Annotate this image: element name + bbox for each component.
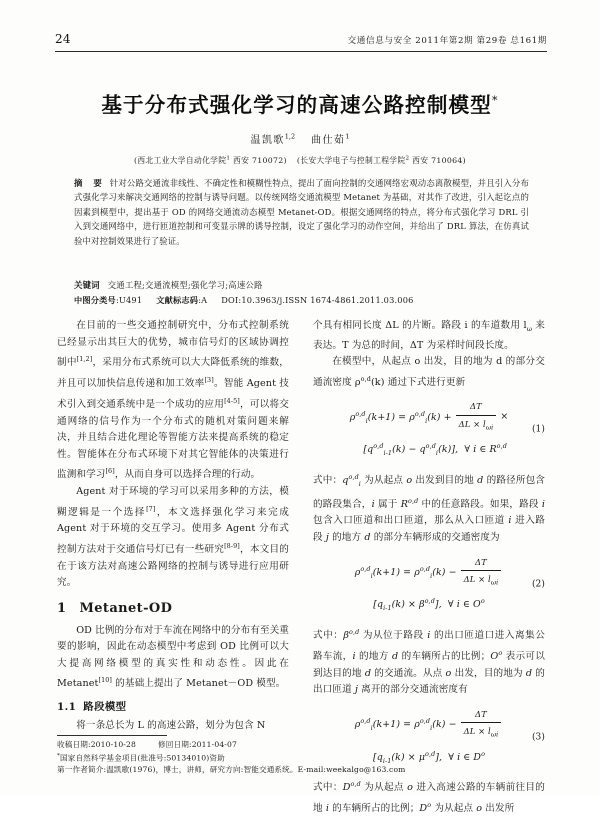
right-p2-a: 在模型中，从起点 o 出发，目的地为 d 的部分交通流密度 ρ bbox=[313, 356, 545, 388]
section-1-title: Metanet-OD bbox=[79, 601, 173, 617]
subsection-1-1-number: 1.1 bbox=[57, 701, 77, 714]
footnote-block bbox=[57, 739, 549, 775]
right-p1-a: 个具有相同长度 ΔL 的片断。路段 i 的车道数用 l bbox=[313, 320, 527, 331]
keywords-label: 关键词 bbox=[74, 280, 100, 290]
left-paragraph-4: 将一条总长为 L 的高速公路，划分为包含 N bbox=[76, 719, 266, 731]
left-paragraph-3 bbox=[57, 623, 289, 694]
left-p1-b: ，采用分布式系统可以大大降低系统的维数，并且可以加快信息传递和加工效率 bbox=[57, 357, 290, 390]
right-paragraph-1 bbox=[313, 318, 545, 354]
page-number: 24 bbox=[55, 32, 71, 46]
footnote-revised-value: 2011-04-07 bbox=[191, 740, 237, 749]
clc-segment: 中图分类号:U491 bbox=[74, 295, 143, 305]
abstract-block bbox=[74, 176, 529, 248]
footnote-received-value: 2010-10-28 bbox=[90, 740, 136, 749]
left-p1-d: ，可以将交通网络的信号作为一个分布式的随机对策问题来解决，并且结合进化理论等智能方法来提高系统的稳定性。智能体在分布式环境下对其它智能体的决策进行监测和学习 bbox=[57, 398, 289, 481]
footnote-funding-marker: * bbox=[57, 752, 60, 759]
affiliation-2-mark: 2 bbox=[405, 155, 410, 162]
paper-title bbox=[0, 88, 600, 118]
equation-1-fraction: $\frac{\Delta T}{\Delta L \times l_{\omega i}}$ bbox=[456, 398, 497, 436]
journal-info: 交通信息与安全 2011年第2期 第29卷 总161期 bbox=[347, 36, 547, 46]
equation-2-line-1: $\rho^{o,d}_i(k+1) = \rho^{o,d}_i(k)$ − $\frac{\Delta T}{\Delta L \times l_{\omega i}}$ bbox=[313, 554, 545, 592]
left-p1-ref2: [3] bbox=[204, 375, 214, 384]
equation-1-number: (1) bbox=[531, 424, 545, 435]
left-p3-b: 的基础上提出了 Metanet－OD 模型。 bbox=[112, 678, 286, 690]
footnote-dates-row bbox=[57, 739, 549, 751]
affiliation-2-city: 西安 710064) bbox=[412, 156, 467, 165]
equation-1-line-1: $\rho^{o,d}_i(k+1) = \rho^{o,d}_i(k)$ + $\frac{\Delta T}{\Delta L \times l_{\omega i}}$ × bbox=[313, 398, 545, 436]
equation-1 bbox=[313, 398, 545, 461]
keywords-block bbox=[74, 278, 529, 292]
doc-label: 文献标志码 bbox=[156, 295, 199, 305]
section-heading-1 bbox=[57, 601, 289, 618]
affiliation-1: (西北工业大学自动化学院 bbox=[133, 156, 227, 165]
doc-segment: 文献标志码:A bbox=[156, 295, 208, 305]
footnote-rule bbox=[57, 735, 167, 736]
subsection-heading-1-1 bbox=[57, 699, 289, 716]
right-paragraph-2 bbox=[313, 354, 545, 391]
footnote-received: 收稿日期:2010-10-28 bbox=[57, 740, 136, 749]
equation-2 bbox=[313, 554, 545, 617]
running-head bbox=[55, 30, 547, 46]
left-p2-a: Agent 对于环境的学习可以采用多种的方法，模糊逻辑是一个选择 bbox=[57, 486, 289, 518]
clc-value: U491 bbox=[118, 295, 143, 305]
footnote-received-label: 收稿日期 bbox=[57, 740, 88, 749]
section-1-number: 1 bbox=[57, 601, 67, 617]
author-name-2: 曲仕茹 bbox=[311, 135, 346, 146]
left-column bbox=[57, 318, 289, 734]
author-list bbox=[0, 131, 600, 146]
right-paragraph-4: 式中：$\beta^{o,d}$ 为从位于路段 i 的出口匝道口进入离集公路车流，i 的地方 d 的车辆所占的比例；$O^o$ 表示可以到达目的地 d 的交通流。从点 o 出发，目的地为 d 的出口匝道 j 离开的部分交通流密度有 bbox=[313, 628, 546, 696]
affiliation-1-mark: 1 bbox=[226, 155, 231, 162]
left-p1-e: ，从而自身可以选择合理的行动。 bbox=[114, 469, 261, 481]
equation-2-line-2: $[q_{i-1}(k) \times \beta^{o,d}]$, ∀ i ∈ $O^o$ bbox=[373, 597, 485, 613]
footnote-author-bio: 第一作者简介:温凯歌(1976)，博士，讲师，研究方向:智能交通系统。E-mail:weekalgo@163.com bbox=[57, 764, 406, 774]
keywords-text: 交通工程;交通流模型;强化学习;高速公路 bbox=[107, 280, 263, 290]
left-p2-b: ，本文选择强化学习来完成 Agent 对于环境的交互学习。使用多 Agent 分布式控制方法对于交通信号灯已有一些研究 bbox=[57, 506, 289, 556]
doi-value: DOI:10.3963/j.ISSN 1674-4861.2011.03.006 bbox=[221, 295, 414, 305]
abstract-text: 针对公路交通流非线性、不确定性和模糊性特点，提出了面向控制的交通网络宏观动态离散模型，并且引入分布式强化学习来解决交通网络的控制与诱导问题。以传统网络交通流模型 Metanet 为基础，对其作了改进，引入起讫点的因素到模型中，提出基于 OD 的网络交通流动态模型 Metanet-OD。根据交通网络的特点，将分布式强化学习 DRL 引入到交通网络中，进行匝道控制和可变显示牌的诱导控制，设定了强化学习的动作空间，并给出了 DRL 算法，在仿真试验中对控制效果进行了验证。 bbox=[74, 178, 529, 246]
footnote-revised: 修回日期:2011-04-07 bbox=[158, 740, 237, 749]
right-paragraph-3: 式中：$q^{o,d}_i$ 为从起点 o 出发到目的地 d 的路径所包含的路段集合，i 属于 R$^{o,d}$ 中的任意路段。如果，路段 i 包含入口匝道和出口匝道，那么从入口匝道 i 进入路段 j 的地方 d 的部分车辆形成的交通密度为 bbox=[313, 472, 546, 543]
abstract-label: 摘 要 bbox=[74, 178, 106, 188]
equation-2-number: (2) bbox=[531, 580, 545, 590]
title-footnote-marker: * bbox=[491, 94, 499, 108]
footnote-author-label: 第一作者简介 bbox=[57, 764, 104, 774]
left-p1-ref1: [1,2] bbox=[76, 355, 93, 364]
author-affil-mark-2: 1 bbox=[345, 132, 350, 141]
footnote-funding-text: 国家自然科学基金项目(批准号:50134010)资助 bbox=[59, 753, 225, 763]
clc-label: 中图分类号 bbox=[74, 295, 116, 305]
right-p2-sup: o,d bbox=[360, 374, 371, 383]
right-p1-sub: ω bbox=[526, 324, 532, 333]
left-p3-ref: [10] bbox=[98, 676, 113, 685]
left-paragraph-1 bbox=[57, 318, 289, 484]
affiliation-2: (长安大学电子与控制工程学院 bbox=[296, 156, 406, 165]
left-p2-ref1: [7] bbox=[146, 504, 156, 513]
footnote-funding bbox=[57, 751, 549, 764]
left-p3-a: OD 比例的分布对于车流在网络中的分布有至关重要的影响，因此在动态模型中考虑到 OD 比例可以大大提高网络模型的真实性和动态性。因此在 Metanet bbox=[57, 624, 289, 690]
equation-2-fraction: $\frac{\Delta T}{\Delta L \times l_{\omega i}}$ bbox=[461, 554, 502, 592]
footnote-revised-label: 修回日期 bbox=[158, 740, 189, 749]
author-name-1: 温凯歌 bbox=[250, 135, 285, 146]
classification-block bbox=[74, 293, 529, 307]
equation-3-number: (3) bbox=[531, 732, 545, 743]
author-affil-mark-1: 1,2 bbox=[284, 132, 296, 141]
right-p2-b: (k) 通过下式进行更新 bbox=[370, 376, 466, 388]
affiliation-1-city: 西安 710072) bbox=[233, 156, 287, 165]
left-p1-a: 在目前的一些交通控制研究中，分布式控制系统已经显示出其巨大的优势，城市信号灯的区域协调控制中 bbox=[57, 320, 289, 369]
left-p1-ref3: [4-5] bbox=[224, 396, 240, 405]
equation-3-line-1: $\rho^{o,d}_i(k+1) = \rho^{o,d}_i(k)$ − $\frac{\Delta T}{\Delta L \times l_{\omega i}}$ bbox=[313, 706, 545, 744]
equation-3-line-2: $[q_{i-1}(k) \times \mu^{o,d}]$, ∀ i ∈ $D^o$ bbox=[372, 749, 486, 765]
affiliation-list bbox=[0, 155, 600, 166]
paper-title-text: 基于分布式强化学习的高速公路控制模型 bbox=[101, 93, 492, 117]
footnote-author-text: 温凯歌(1976)，博士，讲师，研究方向:智能交通系统。E-mail:weekalgo@163.com bbox=[106, 764, 406, 774]
equation-1-line-2: $[q^{o,d}_{i-1}(k) - q^{o,d}_i(k)]$, ∀ i ∈ R$^{o,d}$ bbox=[351, 442, 507, 458]
subsection-1-1-title: 路段模型 bbox=[83, 701, 127, 714]
doc-value: A bbox=[201, 295, 208, 305]
left-p2-c: ，本文目的在于该方法对高速公路网络的控制与诱导进行应用研究。 bbox=[57, 544, 289, 589]
left-paragraph-2 bbox=[57, 484, 289, 592]
left-p1-ref4: [6] bbox=[105, 467, 115, 476]
equation-3-fraction: $\frac{\Delta T}{\Delta L \times l_{\omega i}}$ bbox=[461, 706, 502, 744]
left-p2-ref2: [8-9] bbox=[224, 542, 240, 551]
left-p1-c: 。智能 Agent 技术引入到交通系统中是一个成功的应用 bbox=[57, 378, 290, 410]
right-paragraph-5: 式中：D$^{o,d}$ 为从起点 o 进入高速公路的车辆前往目的地 i 的车辆所占的比例；$D^o$ 为从起点 o 出发所 bbox=[313, 780, 546, 815]
header-rule bbox=[55, 51, 547, 52]
right-p1-b: 来表达。T 为总的时间，ΔT 为采样时间段长度。 bbox=[313, 320, 546, 351]
